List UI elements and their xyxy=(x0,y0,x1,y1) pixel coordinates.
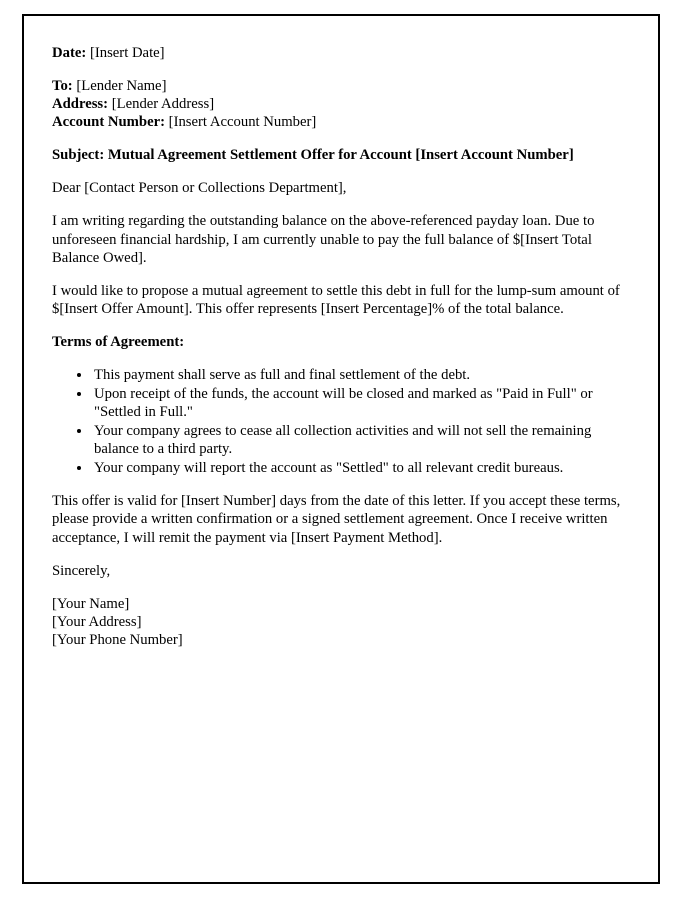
signature-phone: [Your Phone Number] xyxy=(52,631,183,648)
address-label: Address: xyxy=(52,96,109,113)
signature-block xyxy=(52,595,630,649)
address-line xyxy=(52,95,630,113)
closing: Sincerely, xyxy=(52,562,111,579)
account-number-value: [Insert Account Number] xyxy=(165,114,317,131)
terms-heading: Terms of Agreement: xyxy=(52,333,185,350)
to-line xyxy=(52,77,630,95)
subject-line: Subject: Mutual Agreement Settlement Offer for Account [Insert Account Number] xyxy=(52,147,574,164)
recipient-block xyxy=(52,77,630,131)
to-value: [Lender Name] xyxy=(72,78,167,95)
paragraph-offer: I would like to propose a mutual agreement to settle this debt in full for the lump-sum amount of $[Insert Offer Amount]. This offer represents [Insert Percentage]% of the total balance. xyxy=(52,282,620,317)
terms-item: • Your company agrees to cease all collection activities and will not sell the remaining balance to a third party. xyxy=(92,422,630,458)
paragraph-validity: This offer is valid for [Insert Number] days from the date of this letter. If you accept these terms, please provide a written confirmation or a signed settlement agreement. Once I receive written acceptance, I will remit the payment via [Insert Payment Method]. xyxy=(52,493,621,546)
address-value: [Lender Address] xyxy=(108,96,215,113)
to-label: To: xyxy=(52,78,73,95)
signature-name: [Your Name] xyxy=(52,595,130,612)
letter-page xyxy=(22,14,660,884)
salutation: Dear [Contact Person or Collections Department], xyxy=(52,180,347,197)
date-label: Date: xyxy=(52,45,87,61)
signature-address: [Your Address] xyxy=(52,613,142,630)
account-number-line xyxy=(52,113,630,131)
terms-item: • Upon receipt of the funds, the account will be closed and marked as "Paid in Full" or "Settled in Full." xyxy=(92,385,630,421)
date-value: [Insert Date] xyxy=(86,45,165,61)
terms-item: • Your company will report the account as "Settled" to all relevant credit bureaus. xyxy=(92,459,630,477)
paragraph-hardship: I am writing regarding the outstanding balance on the above-referenced payday loan. Due to unforeseen financial hardship, I am currently unable to pay the full balance of $[Insert Total Balance Owed]. xyxy=(52,213,595,266)
terms-list xyxy=(52,366,630,477)
account-number-label: Account Number: xyxy=(52,114,165,131)
date-line xyxy=(52,44,630,62)
terms-item: • This payment shall serve as full and final settlement of the debt. xyxy=(92,366,630,384)
